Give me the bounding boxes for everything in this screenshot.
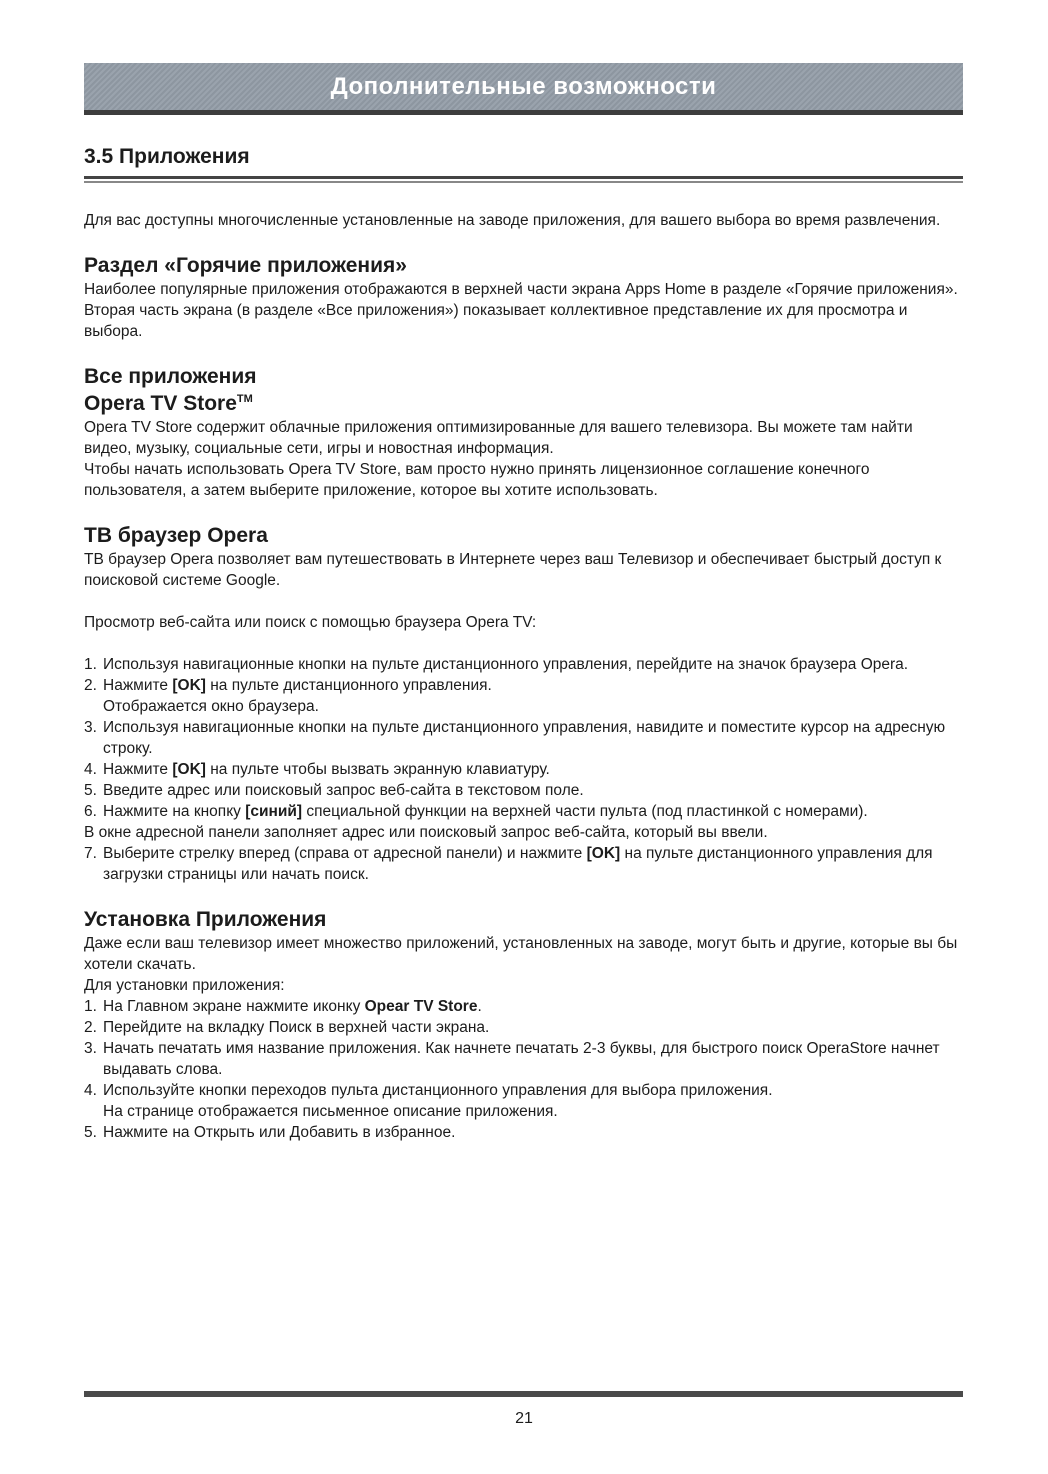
step-number: 6. <box>84 803 97 820</box>
step-text <box>103 996 964 1017</box>
step-key: [OK] <box>586 845 621 862</box>
step-key: Opear TV Store <box>364 998 478 1015</box>
all-apps-heading: Все приложения <box>84 365 257 388</box>
step-number: 3. <box>84 719 97 736</box>
page-content <box>84 210 964 1143</box>
browser-steps-cont <box>84 717 964 822</box>
section-rule-thin <box>84 181 963 183</box>
install-lead: Для установки приложения: <box>84 977 285 994</box>
step-number: 2. <box>84 1019 97 1036</box>
step-text: Используйте кнопки переходов пульта дистанционного управления для выбора приложения. <box>103 1082 773 1099</box>
step-text-post: . <box>477 998 482 1015</box>
list-item <box>84 675 964 696</box>
browser-heading: ТВ браузер Opera <box>84 524 268 547</box>
install-steps-end <box>84 1122 964 1143</box>
opera-store-heading <box>84 390 964 417</box>
step-2-note: Отображается окно браузера. <box>103 698 319 715</box>
step-text: Нажмите на Открыть или Добавить в избранное. <box>103 1124 456 1141</box>
step-text <box>103 843 964 885</box>
page-number: 21 <box>515 1410 533 1427</box>
step-text <box>103 759 964 780</box>
section-rule <box>84 176 963 179</box>
browser-lead: Просмотр веб-сайта или поиск с помощью браузера Opera TV: <box>84 614 537 631</box>
header-banner <box>84 63 963 110</box>
list-item <box>84 654 964 675</box>
install-text: Даже если ваш телевизор имеет множество приложений, установленных на заводе, могут быть и другие, которые вы бы хотели скачать. <box>84 935 958 973</box>
step-number: 7. <box>84 845 97 862</box>
browser-steps-end <box>84 843 964 885</box>
list-item <box>84 1122 964 1143</box>
opera-store-text-1: Opera TV Store содержит облачные приложения оптимизированные для вашего телевизора. Вы можете там найти видео, музыку, социальные сети, игры и новостная информация. <box>84 419 913 457</box>
step-text: Перейдите на вкладку Поиск в верхней части экрана. <box>103 1019 490 1036</box>
step-text-pre: Нажмите на кнопку <box>103 803 246 820</box>
step-text: Используя навигационные кнопки на пульте дистанционного управления, навидите и поместите курсор на адресную строку. <box>103 719 946 757</box>
step-text-post: специальной функции на верхней части пульта (под пластинкой с номерами). <box>302 803 868 820</box>
step-key: [OK] <box>172 677 206 694</box>
step-key: [синий] <box>245 803 303 820</box>
step-text: Начать печатать имя название приложения. Как начнете печатать 2-3 буквы, для быстрого поиск OperaStore начнет выдавать слова. <box>103 1040 940 1078</box>
footer-rule <box>84 1391 963 1397</box>
list-item <box>84 759 964 780</box>
step-text-post: на пульте дистанционного управления. <box>205 677 492 694</box>
opera-store-text-2: Чтобы начать использовать Opera TV Store, вам просто нужно принять лицензионное соглашение конечного пользователя, а затем выберите приложение, которое вы хотите использовать. <box>84 461 870 499</box>
step-4-note: На странице отображается письменное описание приложения. <box>103 1103 558 1120</box>
step-number: 3. <box>84 1040 97 1057</box>
list-item <box>84 1038 964 1080</box>
step-text <box>103 801 964 822</box>
step-key: [OK] <box>172 761 206 778</box>
section-title: 3.5 Приложения <box>84 145 250 168</box>
list-item <box>84 1017 964 1038</box>
step-number: 1. <box>84 998 97 1015</box>
hot-apps-heading: Раздел «Горячие приложения» <box>84 254 407 277</box>
opera-store-heading-text: Opera TV Store <box>84 392 237 415</box>
intro-paragraph: Для вас доступны многочисленные установленные на заводе приложения, для вашего выбора во время развлечения. <box>84 212 941 229</box>
list-item <box>84 843 964 885</box>
step-text: Введите адрес или поисковый запрос веб-сайта в текстовом поле. <box>103 782 584 799</box>
list-item <box>84 996 964 1017</box>
trademark-mark: TM <box>236 393 253 405</box>
step-text-pre: Нажмите <box>103 677 173 694</box>
banner-title: Дополнительные возможности <box>330 72 717 100</box>
step-number: 5. <box>84 782 97 799</box>
step-text-pre: Нажмите <box>103 761 173 778</box>
step-text <box>103 675 964 696</box>
step-text-pre: Выберите стрелку вперед (справа от адресной панели) и нажмите <box>103 845 587 862</box>
step-text: Используя навигационные кнопки на пульте дистанционного управления, перейдите на значок браузера Opera. <box>103 656 909 673</box>
install-heading: Установка Приложения <box>84 908 327 931</box>
step-text-pre: На Главном экране нажмите иконку <box>103 998 365 1015</box>
step-number: 5. <box>84 1124 97 1141</box>
list-item <box>84 801 964 822</box>
list-item <box>84 1080 964 1101</box>
banner-underline <box>84 110 963 115</box>
browser-text: ТВ браузер Opera позволяет вам путешествовать в Интернете через ваш Телевизор и обеспечивает быстрый доступ к поисковой системе Google. <box>84 551 942 589</box>
step-number: 1. <box>84 656 97 673</box>
step-text-post: на пульте дистанционного управления для загрузки страницы или начать поиск. <box>103 845 933 883</box>
step-number: 2. <box>84 677 97 694</box>
list-item <box>84 780 964 801</box>
step-number: 4. <box>84 1082 97 1099</box>
hot-apps-text: Наиболее популярные приложения отображаются в верхней части экрана Apps Home в разделе «Горячие приложения». Вторая часть экрана (в разделе «Все приложения») показывает коллективное представление их для просмотра и выбора. <box>84 281 958 340</box>
list-item <box>84 717 964 759</box>
install-steps <box>84 996 964 1101</box>
step-6-note: В окне адресной панели заполняет адрес или поисковый запрос веб-сайта, который вы ввели. <box>84 824 768 841</box>
browser-steps <box>84 654 964 696</box>
step-text-post: на пульте чтобы вызвать экранную клавиатуру. <box>205 761 550 778</box>
step-number: 4. <box>84 761 97 778</box>
